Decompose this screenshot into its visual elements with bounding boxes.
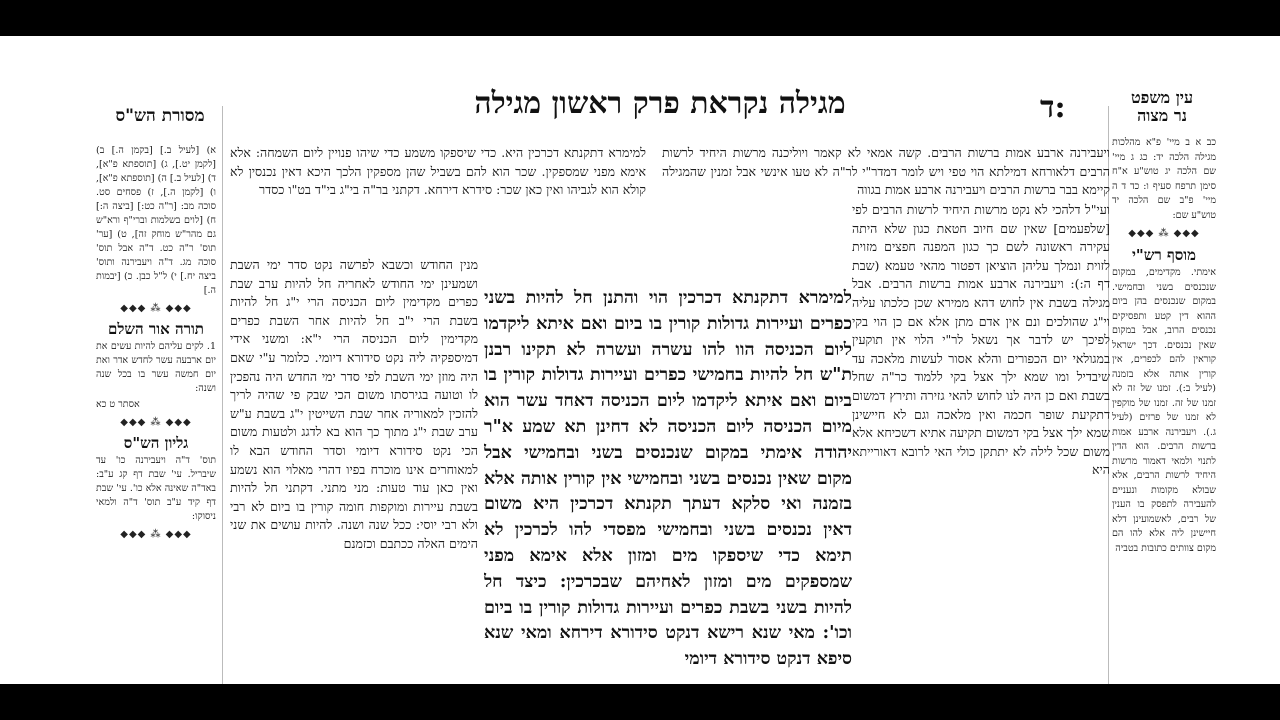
page-header-title: מגילה נקראת פרק ראשון מגילה xyxy=(474,86,846,121)
masoret-hashas-text: א) [לעיל ב.] [בקמן ה.] ב) [לקמן יט.], ג) [תוספתא פ"א], ד) [לעיל ב.] ה) [תוספתא פ"א], ו) [לקמן ה.], ז) פסחים סט. סוכה מב: [ר"ה כט:] [ביצה ה:] ח) [לוים בשלמות וברי"ף ורא"ש גם מהר"ש מוחק זה], ט) [ער' תוס' ר"ה כט. ד"ה אבל תוס' סוכה מג. ד"ה ויעבירנה ותוס' ביצה יח.] י) ל"ל כבן. כ) [יבמות ה.] xyxy=(96,145,216,296)
left-margin-column xyxy=(96,144,216,684)
eyn-mishpat-text: כב א ב מיי' פ"א מהלכות מגילה הלכה יד: כג ג מיי' שם הלכה יג טוש"ע א"ח סימן תרפח סעיף ו: כד ד ה מיי' פ"ב שם הלכה יד טוש"ע שם: xyxy=(1112,137,1216,221)
column-divider xyxy=(222,106,223,684)
ornament-divider: ◆◆◆ ⁂ ◆◆◆ xyxy=(120,417,192,428)
musaf-rashi-heading: מוסף רש"י xyxy=(1132,245,1196,264)
gemara-text: למימרא דתקנתא דכרכין הוי והתנן חל להיות בשני כפרים ועיירות גדולות קורין בו ביום ואם איתא ליקדמו ליום הכניסה הוו להו עשרה ועשרה לא תקינו רבנן ת"ש חל להיות בחמישי כפרים ועיירות גדולות קורין בו ביום ואם איתא ליקדמו ליום הכניסה דאחד עשר הוא מיום הכניסה ליום הכניסה לא דחינן תא שמע א"ר יהודה אימתי במקום שנכנסים בשני ובחמישי אבל מקום שאין נכנסים בשני ובחמישי אין קורין אותה אלא בזמנה ואי סלקא דעתך תקנתא דכרכין היא משום דאין נכנסים בשני ובחמישי מפסדי להו לכרכין לא תימא כדי שיספקו מים ומזון אלא אימא מפני שמספקים מים ומזון לאחיהם שבכרכין: כיצד חל להיות בשני בשבת כפרים ועיירות גדולות קורין בו ביום וכו': מאי שנא רישא דנקט סידורא דירחא ומאי שנא סיפא דנקט סידורא דיומי xyxy=(484,288,852,670)
rashi-text: ועי"ל דלהכי לא נקט מרשות היחיד לרשות הרבים לפי [שלפעמים] שאין שם חיוב חטאת כגון שלא היתה עקירה ראשונה לשם כך כגון המפנה חפצים מזוית לזוית ונמלך עליהן הוציאן דפטור מהאי טעמא (שבת דף ה:): ויעבירנה ארבע אמות ברשות הרבים. אבל מגילה בשבת אין לחוש דהא ממירא שכן כלכתו עליה וי"ג שהולכים ונם אין אדם מתן אלא אם כן הוי בקי לפיכך יש לדבר אך נשאל לר"י הלוי אין תוקעין במגולאי יום הכפורים והלא אסור לעשות מלאכה עד שיבדיל ומו שמא ילך אצל בקי ללמוד כר"ה שחל בשבת ואם כן היה לנו לחוש להאי גזירה ותירץ דמשום דתקיעת שופר חכמה ואין מלאכה וגם לא חיישינן שמא ילך אצל בקי דמשום תקיעה אתיא דשכיחא אלא משום שכל לילה לא יתתקן כולי האי לרובא דאורייתא היא xyxy=(852,202,1110,478)
daf-number: ד: xyxy=(1040,90,1066,125)
eyn-mishpat-heading: עין משפט נר מצוה xyxy=(1130,88,1194,125)
eyn-mishpat-column xyxy=(1112,136,1216,684)
gilyon-hashas-text: תוס' ד"ה ויעבירנה כו' עד שיבריל. עי' שבת דף קג ע"ב: באד"ה שאינה אלא כו'. עי' שבת דף קיד ע"ב תוס' ד"ה ולמאי ניסוקו: xyxy=(96,455,216,522)
tosafot-text: מנין החודש וכשבא לפרשה נקט סדר ימי השבת ושמעינן ימי החודש לאחריה חל להיות ערב שבת כפרים מקדימין ליום הכניסה הרי י"ג חל להיות בשבת הרי י"ב חל להיות אחר השבת כפרים מקדימין ליום הכניסה הרי י"א: ומשני אידי דמיספקיה ליה נקט סידורא דיומי. כלומר ע"י שאם היה מוזן ימי השבת לפי סדר ימי החדש היה נהפכין לו וטועה בגירסתו משום הכי שבק פי שהיה לריך להזכין למאוריה אחר שבת השייטין י"ג בשבת ע"ש ערב שבת י"ג מתוך כך הוא בא לדגג ולטעות משום הכי נקט סידורא דיומי וסדר החודש הבא לו למאוחרים אינו מוכרח בפיו דהרי מאלוי הוא נשמע ואין כאן עוד טעות: מני מתני. דקתני חל להיות בשבת עיירות ומוקפות חומה קורין בו ביום לא רבי ולא רבי יוסי: ככל שנה ושנה. להיות עושים את שני הימים האלה ככתבם וכזמנם xyxy=(230,257,478,551)
tosafot-top-text: למימרא דתקנתא דכרכין היא. כדי שיספקו משמע כדי שיהו פנויין ליום השמחה: אלא אימא מפני שמספקין. שכר הוא להם בשביל שהן מספקין הלכך היכא דאין נכנסין לא קולא הוא לגביהו ואין כאן שכר: סידרא דירחא. דקתני בר"ה בי"ג בי"ד בט"ו כסדר xyxy=(230,145,646,198)
ornament-divider: ◆◆◆ ⁂ ◆◆◆ xyxy=(120,529,192,540)
ornament-divider: ◆◆◆ ⁂ ◆◆◆ xyxy=(1128,228,1200,239)
rashi-top-text: ויעבירנה ארבע אמות ברשות הרבים. קשה אמאי לא קאמר ויוליכנה מרשות היחיד לרשות הרבים דלאורחא דמילתא הוי טפי ויש לומר דמדר"י לר"ה לא טעו אינשי אבל זמנין שהמגילה קיימא בבר ברשות הרבים ויעבירנה ארבע אמות בגווה xyxy=(662,145,1110,198)
torah-or-reference: אסתר ט כא xyxy=(96,399,140,410)
talmud-page xyxy=(0,36,1280,684)
torah-or-text: 1. לקים עליהם להיות עשים את יום ארבעה עשר לחדש אדר ואת יום חמשה עשר בו בכל שנה ושנה: xyxy=(96,341,216,394)
masoret-hashas-heading: מסורת הש"ס xyxy=(115,106,205,126)
torah-or-heading: תורה אור השלם xyxy=(108,320,204,338)
gilyon-hashas-heading: גליון הש"ס xyxy=(123,434,189,452)
ornament-divider: ◆◆◆ ⁂ ◆◆◆ xyxy=(120,303,192,314)
musaf-rashi-text: אימתי. מקדימים, במקום שנכנסים בשני ובחמישי. במקום שנכנסים בהן ביום ההוא דין קטע ותפסיקים נכנסים הרוב, אבל במקום שאין נכנסים. דכך ישראל קוראין להם לכפרים, אין קורין אותה אלא בזמנה (לעיל ב:). זמנו של זה לא זמנו של זה. זמנו של מוקפין לא זמנו של פרזים (לעיל ג.). ויעבירנה ארבע אמות ברשות הרבים. הוא הדין לתנוי ולמאי דאמור מרשות היחיד לרשות הרבים, אלא שבולא מקומות ונעניים להעבירה לתפסק בו הענין של רבים, לאשמועינן דלא חיישינן ליה אלא להו הם מקום צוותים כתובות בטביה xyxy=(1112,267,1216,554)
